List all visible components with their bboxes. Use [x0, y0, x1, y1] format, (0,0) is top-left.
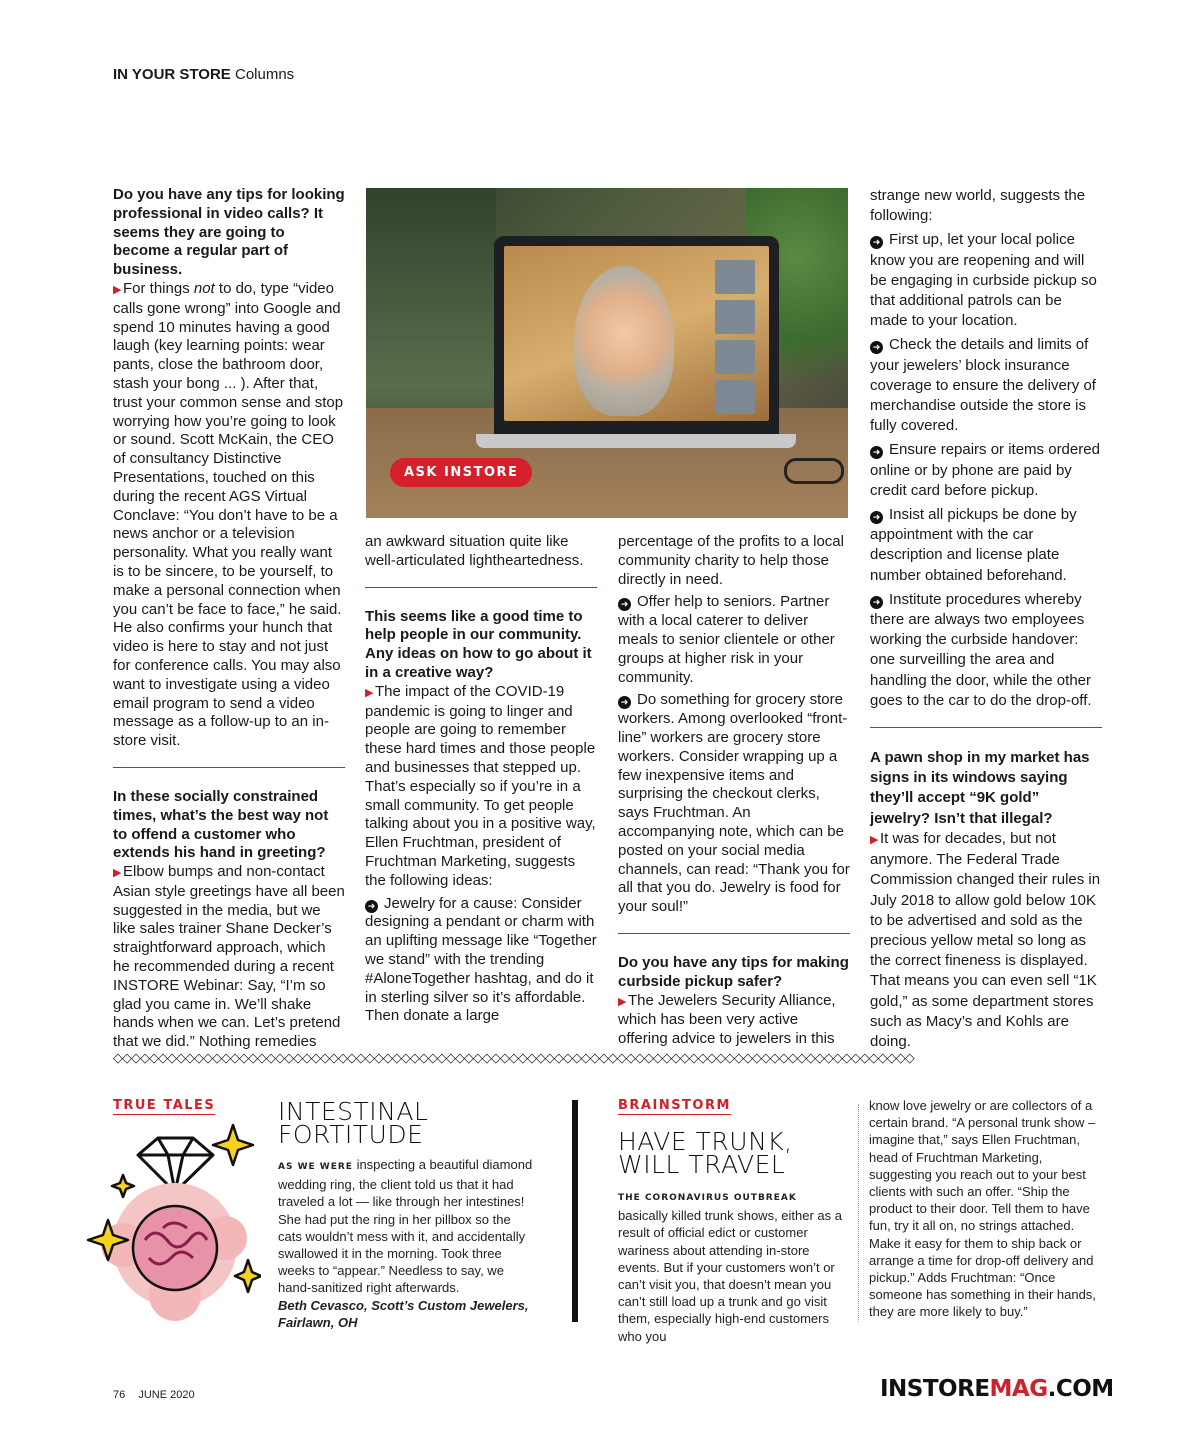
arrow-icon: ▶ [113, 867, 122, 880]
divider [365, 587, 597, 588]
diamond-intestine-illustration [83, 1120, 261, 1335]
true-tales-body: AS WE WERE inspecting a beautiful diamond wedding ring, the client told us that it had traveled a lot — like through her intestines! She had put the ring in her pillbox so the cats wouldn’t mess with it, and accidentally swallowed it in the morning. Took three weeks to “appear.” Needless to say, we hand-sanitized right afterwards. Beth Cevasco, Scott’s Custom Jewelers, Fairlawn, OH [278, 1156, 536, 1331]
arrow-icon: ▶ [365, 686, 374, 699]
column-3 [618, 533, 850, 1049]
laptop-image [494, 236, 779, 436]
question-4: Do you have any tips for making curbside pickup safer? [618, 953, 849, 990]
answer-5: ▶ It was for decades, but not anymore. The Federal Trade Commission changed their rules in July 2018 to allow gold below 10K to be advertised and sold as the precious yellow metal so long as the correct fineness is displayed. That means you can even sell “1K gold,” as some department stores such as Macy’s and Kohls are doing. [870, 829, 1101, 1050]
brainstorm-label: BRAINSTORM [618, 1098, 731, 1113]
arrow-circle-icon: ➜ [365, 900, 378, 913]
brainstorm-body: THE CORONAVIRUS OUTBREAK basically killed trunk shows, either as a result of official edict or customer wariness about attending in-store events. But if your customers won’t or can’t visit you, that doesn’t mean you can’t still load up a trunk and go visit them, especially high-end customers who you [618, 1193, 842, 1344]
page-footer [113, 1389, 205, 1401]
arrow-circle-icon: ➜ [618, 696, 631, 709]
bullet-2: ➜ Offer help to seniors. Partner with a local caterer to deliver meals to senior clientele or other groups at higher risk in your community. [618, 593, 835, 686]
arrow-icon: ▶ [113, 283, 122, 296]
question-1: Do you have any tips for looking professional in video calls? It seems they are going to become a regular part of business. [113, 186, 345, 279]
section-header [113, 66, 294, 83]
continued-text: percentage of the profits to a local community charity to help those directly in need. [618, 533, 844, 588]
column-2 [365, 533, 597, 1026]
dotted-divider [858, 1104, 859, 1322]
bullet-1: ➜ Jewelry for a cause: Consider designing a pendant or charm with an uplifting message like “Together we stand” with the trending #AloneTogether hashtag, and do it in sterling silver so it’s affordable. Then donate a large [365, 894, 597, 1025]
section-name: IN YOUR STORE [113, 66, 231, 83]
subsection-name: Columns [234, 66, 295, 83]
arrow-circle-icon: ➜ [870, 596, 883, 609]
column-1 [113, 186, 345, 1052]
column-4 [870, 186, 1102, 1052]
arrow-icon: ▶ [870, 833, 879, 846]
question-5: A pawn shop in my market has signs in its windows saying they’ll accept “9K gold” jewelry? Isn’t that illegal? [870, 749, 1090, 827]
answer-2: ▶ Elbow bumps and non-contact Asian style greetings have all been suggested in the media, but we like sales trainer Shane Decker’s straightforward approach, which he recommended during a recent INSTORE Webinar: Say, “I’m so glad you came in. We’ll shake hands when we can. Let’s pretend that we did.” Nothing remedies [113, 863, 345, 1051]
bullet-5: ➜ Check the details and limits of your jewelers’ block insurance coverage to ensure the delivery of merchandise outside the store is fully covered. [870, 336, 1096, 435]
true-tales-title: INTESTINAL FORTITUDE [278, 1097, 429, 1149]
arrow-icon: ▶ [618, 995, 627, 1008]
bullet-3: ➜ Do something for grocery store workers. Among overlooked “front-line” workers are grocery store workers. Consider wrapping up a few inexpensive items and surprising the checkout clerks, says Fruchtman. An accompanying note, which can be posted on your social media channels, can read: “Thank you for all that you do. Jewelry is food for your soul!” [618, 691, 850, 916]
divider [113, 767, 345, 768]
bullet-8: ➜ Institute procedures whereby there are always two employees working the curbside handover: one surveilling the area and handling the door, while the other goes to the car to do the drop-off. [870, 590, 1092, 709]
bullet-7: ➜ Insist all pickups be done by appointment with the car description and license plate number obtained beforehand. [870, 506, 1077, 584]
continued-text: an awkward situation quite like well-articulated lightheartedness. [365, 533, 584, 569]
diamond-divider: ◇◇◇◇◇◇◇◇◇◇◇◇◇◇◇◇◇◇◇◇◇◇◇◇◇◇◇◇◇◇◇◇◇◇◇◇◇◇◇◇◇◇◇◇◇◇◇◇◇◇◇◇◇◇◇◇◇◇◇◇◇◇◇◇◇◇◇◇◇◇◇◇◇◇◇◇◇◇◇◇◇◇◇◇◇◇◇◇◇ [113, 1051, 914, 1066]
question-3: This seems like a good time to help people in our community. Any ideas on how to go about it in a creative way? [365, 607, 592, 681]
answer-1: ▶ For things not to do, type “video calls gone wrong” into Google and spend 10 minutes having a good laugh (key learning points: wear pants, close the bathroom door, stash your bong ... ). After that, trust your common sense and stop worrying how you’re going to look or sound. Scott McKain, the CEO of consultancy Distinctive Presentations, touched on this during the recent AGS Virtual Conclave: “You don’t have to be a news anchor or a television personality. What you really want is to be sincere, to be yourself, to make a personal connection when you can’t be face to face,” he said. He also confirms your hunch that video is here to stay and not just for conference calls. You may also want to investigate using a video email program to send a video message as a follow-up to an in-store visit. [113, 279, 344, 750]
brainstorm-continued: know love jewelry or are collectors of a certain brand. “A personal trunk show – imagine that,” says Ellen Fruchtman, head of Fruchtman Marketing, suggesting you reach out to your best clients with such an offer. “Ship the product to their door. Tell them to have fun, try it all on, no strings attached. Make it easy for them to ship back or arrange a time for drop-off delivery and pickup.” Adds Fruchtman: “Once someone has something in their hands, they are more likely to buy.” [869, 1098, 1096, 1320]
continued-text: strange new world, suggests the following: [870, 187, 1086, 225]
arrow-circle-icon: ➜ [870, 446, 883, 459]
question-2: In these socially constrained times, what’s the best way not to offend a customer who extends his hand in greeting? [113, 787, 329, 862]
true-tales-label: TRUE TALES [113, 1098, 216, 1113]
divider [870, 727, 1102, 728]
brainstorm-title: HAVE TRUNK, WILL TRAVEL [618, 1127, 793, 1179]
ask-instore-badge: ASK INSTORE [390, 458, 532, 487]
arrow-circle-icon: ➜ [618, 598, 631, 611]
arrow-circle-icon: ➜ [870, 236, 883, 249]
video-call-photo [366, 188, 848, 518]
true-tales-credit: Beth Cevasco, Scott’s Custom Jewelers, Fairlawn, OH [278, 1297, 529, 1330]
answer-4: ▶ The Jewelers Security Alliance, which has been very active offering advice to jewelers in this [618, 991, 836, 1048]
instoremag-logo: INSTOREMAG.COM [880, 1376, 1114, 1402]
page-number: 76 [113, 1389, 126, 1401]
answer-3: ▶ The impact of the COVID-19 pandemic is going to linger and people are going to remember these hard times and those people and businesses that stepped up. That’s especially so if you’re in a small community. To get people talking about you in a positive way, Ellen Fruchtman, president of Fruchtman Marketing, suggests the following ideas: [365, 682, 596, 889]
glasses-image [784, 458, 844, 484]
column-bar [572, 1100, 578, 1322]
bullet-6: ➜ Ensure repairs or items ordered online or by phone are paid by credit card before pickup. [870, 441, 1100, 499]
arrow-circle-icon: ➜ [870, 341, 883, 354]
issue-date: JUNE 2020 [138, 1389, 195, 1401]
arrow-circle-icon: ➜ [870, 511, 883, 524]
bullet-4: ➜ First up, let your local police know you are reopening and will be engaging in curbside pickup so that additional patrols can be made to your location. [870, 231, 1097, 330]
divider [618, 933, 850, 934]
